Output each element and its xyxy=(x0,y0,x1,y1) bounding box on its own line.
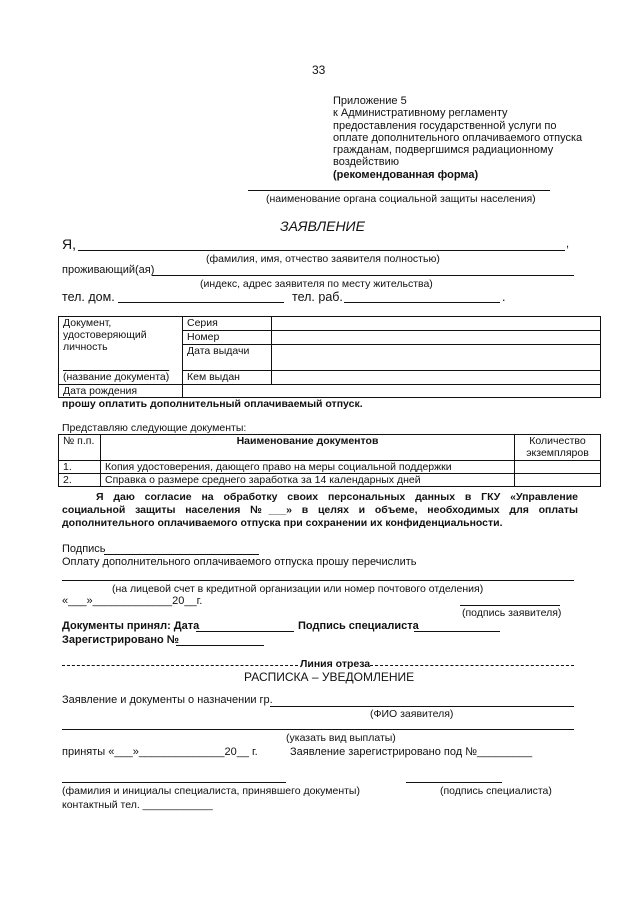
date-line: «___»_____________20__г. xyxy=(62,595,203,607)
consent-line-3: дополнительного оплачиваемого отпуска при сохранении их конфиденциальности. xyxy=(62,517,503,529)
issued-by-label: Кем выдан xyxy=(183,371,272,385)
fio-input-line[interactable] xyxy=(78,250,565,251)
request-text: прошу оплатить дополнительный оплачиваемый отпуск. xyxy=(62,398,363,410)
row-qty[interactable] xyxy=(515,461,601,474)
row-name: Справка о размере среднего заработка за 14 календарных дней xyxy=(101,474,515,487)
payment-type-caption: (указать вид выплаты) xyxy=(286,732,396,744)
col-header-qty: Количество экземпляров xyxy=(515,435,601,461)
appendix-line: оплате дополнительного оплачиваемого отпуска xyxy=(333,131,583,144)
issue-date-value[interactable] xyxy=(272,345,601,371)
consent-line-1: Я даю согласие на обработку своих персональных данных в ГКУ «Управление xyxy=(96,491,578,503)
specialist-signature-label: Подпись специалиста xyxy=(298,620,419,632)
document-title: ЗАЯВЛЕНИЕ xyxy=(280,218,365,234)
table-row xyxy=(59,461,601,474)
row-num: 1. xyxy=(59,461,101,474)
docs-intro: Представляю следующие документы: xyxy=(62,422,247,434)
receipt-statement: Заявление и документы о назначении гр. xyxy=(62,694,273,706)
consent-line-2: социальной защиты населения №___» в целях и объеме, необходимых для оплаты xyxy=(62,504,578,516)
series-label: Серия xyxy=(183,317,272,331)
id-document-table xyxy=(58,316,601,398)
payment-type-line[interactable] xyxy=(62,729,574,730)
row-qty[interactable] xyxy=(515,474,601,487)
address-caption: (индекс, адрес заявителя по месту жительства) xyxy=(200,278,433,290)
registered-under: Заявление зарегистрировано под №_________ xyxy=(290,746,533,758)
documents-table xyxy=(58,434,601,487)
issue-date-label: Дата выдачи xyxy=(183,345,272,371)
issued-by-value[interactable] xyxy=(272,371,601,385)
cut-line-right xyxy=(370,665,574,666)
appendix-line: Приложение 5 xyxy=(333,95,407,107)
appendix-line: гражданам, подвергшимся радиационному xyxy=(333,144,554,157)
docs-accepted-date-label: Документы принял: Дата xyxy=(62,620,200,632)
cut-line-left xyxy=(62,665,298,666)
tel-home-input-line[interactable] xyxy=(118,302,284,303)
recommended-form: (рекомендованная форма) xyxy=(333,168,479,181)
tel-work-label: тел. раб. xyxy=(292,290,343,304)
accepted-date-line[interactable] xyxy=(196,631,294,632)
id-doc-label-cell xyxy=(59,317,183,371)
payment-text: Оплату дополнительного оплачиваемого отпуска прошу перечислить xyxy=(62,556,417,568)
col-header-name: Наименование документов xyxy=(101,435,515,461)
row-num: 2. xyxy=(59,474,101,487)
ya-label: Я, xyxy=(62,236,76,252)
organ-name-line xyxy=(248,190,550,191)
fio-comma: , xyxy=(566,238,570,250)
birth-date-value[interactable] xyxy=(183,385,601,398)
registered-label: Зарегистрировано № xyxy=(62,634,180,646)
doc-name-caption: (название документа) xyxy=(63,370,170,383)
appendix-line: к Административному регламенту xyxy=(333,107,508,120)
fio-caption: (фамилия, имя, отчество заявителя полностью) xyxy=(206,253,440,265)
birth-date-label: Дата рождения xyxy=(59,385,183,398)
applicant-signature-caption: (подпись заявителя) xyxy=(462,607,562,619)
appendix-header xyxy=(333,95,582,181)
specialist-signature-line[interactable] xyxy=(414,631,500,632)
residing-label: проживающий(ая) xyxy=(62,264,155,276)
tel-work-input-line[interactable] xyxy=(344,302,500,303)
account-line[interactable] xyxy=(62,580,574,581)
id-doc-label: удостоверяющий xyxy=(63,329,147,341)
applicant-signature-line[interactable] xyxy=(460,605,560,606)
signature-line[interactable] xyxy=(104,554,259,555)
appendix-line: воздействию xyxy=(333,156,399,169)
tel-dot: . xyxy=(502,290,506,304)
cut-line-label: Линия отреза xyxy=(300,658,371,670)
number-label: Номер xyxy=(183,331,272,345)
signature-label: Подпись xyxy=(62,543,106,555)
receipt-fio-line[interactable] xyxy=(270,706,574,707)
registered-number-line[interactable] xyxy=(176,645,264,646)
receipt-specialist-signature-line[interactable] xyxy=(406,782,502,783)
page-number: 33 xyxy=(312,63,326,77)
contact-phone: контактный тел. ____________ xyxy=(62,799,213,811)
receipt-fio-caption: (ФИО заявителя) xyxy=(370,708,454,720)
specialist-name-caption: (фамилия и инициалы специалиста, принявшего документы) xyxy=(62,785,360,797)
series-value[interactable] xyxy=(272,317,601,331)
organ-caption: (наименование органа социальной защиты населения) xyxy=(266,193,536,205)
col-header-num: № п.п. xyxy=(59,435,101,461)
accepted-date: приняты «___»______________20__ г. xyxy=(62,746,258,758)
number-value[interactable] xyxy=(272,331,601,345)
id-doc-label: Документ, xyxy=(63,317,112,329)
address-input-line[interactable] xyxy=(152,275,574,276)
specialist-name-line[interactable] xyxy=(62,782,286,783)
appendix-line: предоставления государственной услуги по xyxy=(333,119,557,132)
account-caption: (на лицевой счет в кредитной организации или номер почтового отделения) xyxy=(112,583,484,595)
receipt-title: РАСПИСКА – УВЕДОМЛЕНИЕ xyxy=(244,670,415,684)
doc-name-cell xyxy=(59,371,183,385)
tel-home-label: тел. дом. xyxy=(62,290,115,304)
table-row xyxy=(59,474,601,487)
receipt-specialist-signature-caption: (подпись специалиста) xyxy=(440,785,552,797)
row-name: Копия удостоверения, дающего право на меры социальной поддержки xyxy=(101,461,515,474)
id-doc-label: личность xyxy=(63,341,108,353)
